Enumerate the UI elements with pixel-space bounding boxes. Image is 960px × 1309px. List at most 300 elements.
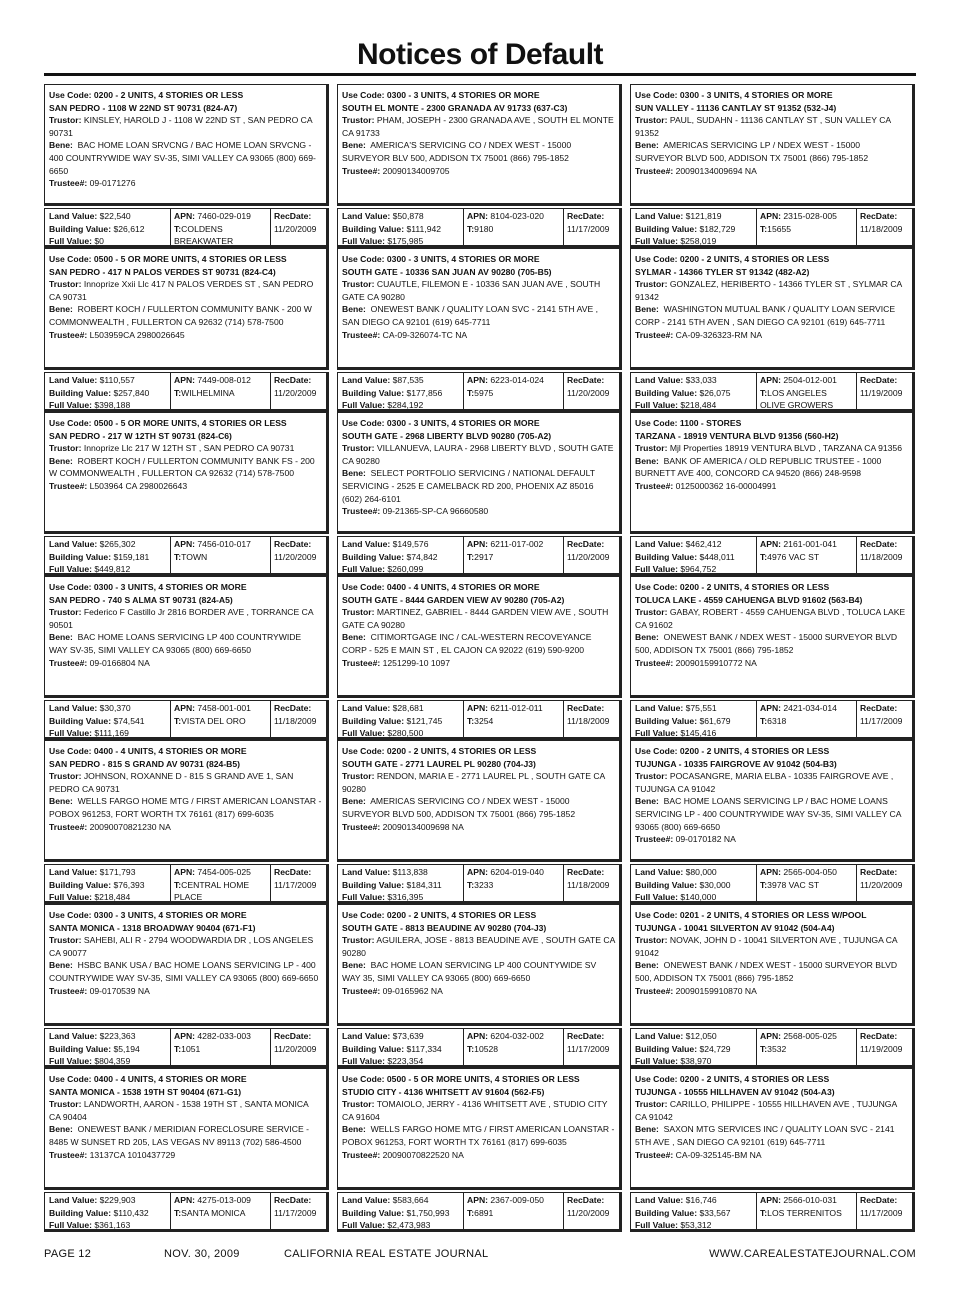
recdate-value: 11/17/2009 [274, 1207, 317, 1218]
building-value: $76,393 [113, 879, 145, 890]
apn-column [464, 373, 564, 410]
trustor-label: Trustor: [342, 771, 375, 782]
tract-label: T: [467, 1207, 475, 1218]
apn-row [174, 1194, 267, 1207]
bene-value: AMERICAS SERVICING CO / NDEX WEST - 15000 SURVEYOR BLVD 500, ADDISON TX 75001 (866) 795-1852 [342, 796, 576, 819]
apn-label: APN: [760, 703, 782, 713]
notice-card [337, 84, 622, 248]
bene-label: Bene: [49, 140, 73, 151]
tract-value: 3532 [767, 1043, 787, 1054]
land-value-label: Land Value: [342, 1195, 391, 1205]
apn-value: 2367-009-050 [490, 1195, 544, 1205]
tract-value: VISTA DEL ORO [181, 715, 246, 726]
tract-label: T: [760, 1207, 768, 1218]
building-value-row [342, 1043, 459, 1056]
tract-label: T: [174, 715, 182, 726]
notice-card [337, 412, 622, 576]
bene-row [342, 303, 615, 328]
value-column [631, 1029, 757, 1066]
trustor-row [49, 606, 322, 631]
apn-label: APN: [174, 539, 196, 549]
full-value-row [49, 1055, 166, 1068]
trustor-value: POCASANGRE, MARIA ELBA - 10335 FAIRGROVE AVE , TUJUNGA CA 91042 [635, 771, 894, 794]
tract-row [467, 880, 493, 890]
land-value-label: Land Value: [635, 867, 684, 877]
building-value-label: Building Value: [49, 387, 112, 398]
recdate-column [857, 373, 913, 410]
full-value-label: Full Value: [342, 892, 385, 903]
trustor-label: Trustor: [342, 279, 375, 290]
apn-column [464, 1193, 564, 1230]
trustor-row [342, 278, 615, 303]
use-code: Use Code: 0201 - 2 UNITS, 4 STORIES OR LESS W/POOL [635, 910, 867, 920]
recdate-value: 11/20/2009 [567, 387, 610, 398]
notice-card [44, 412, 329, 576]
value-column [45, 701, 171, 738]
full-value-label: Full Value: [49, 236, 92, 247]
land-value: $583,664 [392, 1195, 429, 1205]
land-value-row [342, 1194, 459, 1207]
property-address: SOUTH GATE - 8813 BEAUDINE AV 90280 (704-J3) [342, 922, 547, 933]
full-value-label: Full Value: [342, 236, 385, 247]
bene-label: Bene: [635, 632, 659, 643]
apn-label: APN: [174, 1195, 196, 1205]
tract-row [760, 1208, 842, 1218]
bene-value: WELLS FARGO HOME MTG / FIRST AMERICAN LOANSTAR - POBOX 961253, FORT WORTH TX 76161 (817) 699-6035 [342, 1124, 615, 1147]
notice-card [337, 248, 622, 412]
building-value-row [635, 1043, 752, 1056]
tract-value: LOS TERRENITOS [767, 1207, 842, 1218]
value-column [631, 865, 757, 902]
full-value-row [635, 891, 752, 904]
property-address: TUJUNGA - 10555 HILLHAVEN AV 91042 (504-A3) [635, 1086, 835, 1097]
apn-row [174, 210, 267, 223]
recdate-label: RecDate: [567, 211, 605, 221]
land-value-label: Land Value: [49, 1031, 98, 1041]
trustor-label: Trustor: [342, 607, 375, 618]
apn-label: APN: [467, 539, 489, 549]
full-value-label: Full Value: [49, 400, 92, 411]
tract-label: T: [174, 223, 182, 234]
trustee-label: Trustee#: [635, 480, 674, 491]
notice-details [337, 904, 622, 1026]
full-value: $316,395 [387, 892, 424, 903]
apn-column [757, 537, 857, 574]
use-code: Use Code: 0300 - 3 UNITS, 4 STORIES OR MORE [49, 910, 247, 920]
tract-row [760, 1044, 786, 1054]
recdate-column [857, 865, 913, 902]
tract-row [467, 552, 493, 562]
land-value: $113,838 [392, 867, 428, 877]
recdate-value: 11/17/2009 [860, 1207, 903, 1218]
trustee-value: 09-0170182 NA [675, 834, 736, 845]
land-value: $149,576 [392, 539, 429, 549]
recdate-column [564, 537, 620, 574]
recdate-column [857, 701, 913, 738]
tract-row [174, 1208, 245, 1218]
apn-label: APN: [760, 211, 782, 221]
bene-label: Bene: [635, 960, 659, 971]
notice-values [44, 536, 329, 576]
tract-row [467, 1044, 498, 1054]
trustor-label: Trustor: [635, 115, 668, 126]
apn-value: 7454-005-025 [197, 867, 251, 877]
notice-card [630, 1068, 915, 1232]
bene-value: HSBC BANK USA / BAC HOME LOANS SERVICING LP - 400 COUNTRYWIDE WAY SV-35, SIMI VALLEY CA 93065 (800) 669-6650 [49, 960, 319, 983]
trustor-row [49, 1098, 322, 1123]
use-code: Use Code: 0300 - 3 UNITS, 4 STORIES OR MORE [635, 90, 833, 100]
footer-publication: CALIFORNIA REAL ESTATE JOURNAL [284, 1248, 489, 1260]
building-value: $74,541 [113, 715, 145, 726]
notice-card [337, 904, 622, 1068]
bene-value: ONEWEST BANK / MERIDIAN FORECLOSURE SERVICE - 8485 W SUNSET RD 205, LAS VEGAS NV 89113 (702) 586-4500 [49, 1124, 309, 1147]
bene-row [49, 455, 322, 480]
full-value: $175,985 [387, 236, 424, 247]
trustor-label: Trustor: [49, 1099, 82, 1110]
trustor-value: Mjl Properties 18919 VENTURA BLVD , TARZANA CA 91356 [669, 443, 902, 454]
value-column [338, 1029, 464, 1066]
notice-details [630, 84, 915, 206]
recdate-label: RecDate: [567, 1031, 605, 1041]
trustee-row [635, 833, 908, 846]
notice-values [337, 208, 622, 248]
trustee-label: Trustee#: [342, 657, 381, 668]
trustor-value: Innoprize Xxii Llc 417 N PALOS VERDES ST , SAN PEDRO CA 90731 [49, 279, 314, 302]
trustee-value: 09-0165962 NA [382, 985, 443, 996]
trustor-value: SAHEBI, ALI R - 2794 WOODWARDIA DR , LOS ANGELES CA 90077 [49, 935, 314, 958]
trustor-value: LANDWORTH, AARON - 1538 19TH ST , SANTA MONICA CA 90404 [49, 1099, 309, 1122]
trustor-label: Trustor: [635, 1099, 668, 1110]
use-code: Use Code: 0400 - 4 UNITS, 4 STORIES OR MORE [49, 746, 247, 756]
full-value: $280,500 [387, 728, 424, 739]
building-value: $26,612 [113, 223, 145, 234]
use-code: Use Code: 0500 - 5 OR MORE UNITS, 4 STORIES OR LESS [49, 418, 287, 428]
footer-page-number: PAGE 12 [44, 1248, 92, 1260]
apn-column [464, 1029, 564, 1066]
notice-values [44, 864, 329, 904]
recdate-value: 11/19/2009 [860, 1043, 903, 1054]
apn-row [174, 374, 267, 387]
notice-values [337, 536, 622, 576]
bene-label: Bene: [635, 140, 659, 151]
building-value-row [635, 879, 752, 892]
land-value: $22,540 [99, 211, 131, 221]
building-value-row [49, 715, 166, 728]
land-value-row [49, 866, 166, 879]
trustor-label: Trustor: [635, 935, 668, 946]
full-value: $218,484 [680, 400, 717, 411]
building-value-label: Building Value: [635, 879, 698, 890]
building-value: $117,334 [406, 1043, 442, 1054]
full-value-label: Full Value: [49, 892, 92, 903]
land-value-row [635, 1030, 752, 1043]
recdate-column [271, 537, 327, 574]
trustor-value: MARTINEZ, GABRIEL - 8444 GARDEN VIEW AVE , SOUTH GATE CA 90280 [342, 607, 609, 630]
building-value-label: Building Value: [49, 223, 112, 234]
land-value-label: Land Value: [49, 1195, 98, 1205]
property-address: SOUTH GATE - 2968 LIBERTY BLVD 90280 (705-A2) [342, 430, 552, 441]
recdate-column [271, 1029, 327, 1066]
bene-label: Bene: [342, 1124, 366, 1135]
notice-details [630, 740, 915, 862]
land-value: $73,639 [392, 1031, 424, 1041]
trustee-row [342, 329, 615, 342]
recdate-label: RecDate: [567, 539, 605, 549]
apn-label: APN: [467, 211, 489, 221]
trustee-row [49, 329, 322, 342]
land-value-row [635, 374, 752, 387]
tract-value: 15655 [767, 223, 792, 234]
bene-value: CITIMORTGAGE INC / CAL-WESTERN RECOVEYANCE CORP - 525 E MAIN ST , EL CAJON CA 92022 (619) 590-9200 [342, 632, 592, 655]
trustor-value: KINSLEY, HAROLD J - 1108 W 22ND ST , SAN PEDRO CA 90731 [49, 115, 313, 138]
recdate-value: 11/18/2009 [274, 715, 317, 726]
value-column [338, 537, 464, 574]
building-value-row [342, 1207, 459, 1220]
value-column [631, 209, 757, 246]
apn-label: APN: [467, 1031, 489, 1041]
trustor-label: Trustor: [49, 607, 82, 618]
land-value-row [49, 1030, 166, 1043]
building-value: $1,750,993 [406, 1207, 450, 1218]
bene-row [635, 795, 908, 833]
apn-column [464, 701, 564, 738]
value-column [631, 1193, 757, 1230]
recdate-value: 11/20/2009 [274, 1043, 317, 1054]
trustee-value: 20090159910870 NA [675, 985, 757, 996]
value-column [338, 701, 464, 738]
trustee-label: Trustee#: [49, 1149, 88, 1160]
notice-card [44, 1068, 329, 1232]
trustor-label: Trustor: [635, 443, 668, 454]
trustee-value: 20090070821230 NA [89, 821, 171, 832]
full-value-row [49, 235, 166, 248]
notice-details [337, 740, 622, 862]
trustee-label: Trustee#: [49, 821, 88, 832]
recdate-label: RecDate: [274, 1195, 312, 1205]
apn-value: 2566-010-031 [783, 1195, 837, 1205]
notice-values [44, 372, 329, 412]
trustee-label: Trustee#: [635, 985, 674, 996]
bene-value: AMERICAS SERVICING LP / NDEX WEST - 15000 SURVEYOR BLVD 500, ADDISON TX 75001 (866) 795-1852 [635, 140, 869, 163]
trustee-row [635, 480, 908, 493]
notice-card [630, 740, 915, 904]
full-value-row [49, 399, 166, 412]
building-value: $26,075 [699, 387, 731, 398]
trustee-label: Trustee#: [49, 329, 88, 340]
apn-label: APN: [760, 539, 782, 549]
use-code: Use Code: 0200 - 2 UNITS, 4 STORIES OR LESS [49, 90, 244, 100]
building-value: $5,194 [113, 1043, 140, 1054]
recdate-column [857, 209, 913, 246]
footer-website[interactable]: WWW.CAREALESTATEJOURNAL.COM [709, 1248, 916, 1260]
tract-value: 10528 [474, 1043, 499, 1054]
apn-row [174, 538, 267, 551]
value-column [338, 209, 464, 246]
land-value-label: Land Value: [342, 1031, 391, 1041]
building-value-label: Building Value: [49, 551, 112, 562]
apn-column [757, 1029, 857, 1066]
property-address: SANTA MONICA - 1538 19TH ST 90404 (671-G1) [49, 1086, 242, 1097]
use-code: Use Code: 0400 - 4 UNITS, 4 STORIES OR MORE [49, 1074, 247, 1084]
property-address: SYLMAR - 14366 TYLER ST 91342 (482-A2) [635, 266, 810, 277]
footer-date: NOV. 30, 2009 [164, 1248, 240, 1260]
tract-value: 2917 [474, 551, 494, 562]
building-value-label: Building Value: [342, 879, 405, 890]
building-value-row [635, 387, 752, 400]
bene-value: ONEWEST BANK / QUALITY LOAN SVC - 2141 5TH AVE , SAN DIEGO CA 92101 (619) 645-7711 [342, 304, 599, 327]
building-value: $448,011 [699, 551, 735, 562]
trustee-value: L503964 CA 2980026643 [89, 480, 188, 491]
value-column [45, 1029, 171, 1066]
value-column [631, 537, 757, 574]
tract-label: T: [467, 387, 475, 398]
building-value-row [49, 387, 166, 400]
trustor-row [342, 442, 615, 467]
bene-label: Bene: [342, 140, 366, 151]
trustee-value: L503959CA 2980026645 [89, 329, 185, 340]
full-value-row [49, 727, 166, 740]
recdate-column [271, 209, 327, 246]
tract-value: CENTRAL HOME PLACE [174, 879, 250, 902]
land-value-label: Land Value: [635, 703, 684, 713]
apn-value: 2421-034-014 [783, 703, 837, 713]
recdate-label: RecDate: [860, 375, 898, 385]
full-value-label: Full Value: [635, 1220, 678, 1231]
trustee-label: Trustee#: [635, 657, 674, 668]
property-address: STUDIO CITY - 4136 WHITSETT AV 91604 (562-F5) [342, 1086, 545, 1097]
land-value: $87,535 [392, 375, 424, 385]
trustee-value: 1251299-10 1097 [382, 657, 450, 668]
tract-value: 1051 [181, 1043, 201, 1054]
full-value-label: Full Value: [635, 728, 678, 739]
trustee-label: Trustee#: [635, 165, 674, 176]
full-value: $38,970 [680, 1056, 712, 1067]
full-value-label: Full Value: [635, 1056, 678, 1067]
land-value-label: Land Value: [342, 211, 391, 221]
bene-label: Bene: [635, 796, 659, 807]
notice-card [630, 84, 915, 248]
bene-row [49, 1123, 322, 1148]
trustor-row [635, 606, 908, 631]
bene-row [342, 631, 615, 656]
tract-value: 3978 VAC ST [767, 879, 820, 890]
building-value: $74,842 [406, 551, 438, 562]
notice-card [44, 740, 329, 904]
notice-card [337, 576, 622, 740]
apn-value: 6211-012-011 [490, 703, 543, 713]
land-value-row [342, 1030, 459, 1043]
tract-row [760, 880, 819, 890]
full-value: $145,416 [680, 728, 717, 739]
tract-value: 4976 VAC ST [767, 551, 820, 562]
apn-row [760, 866, 853, 879]
use-code: Use Code: 0400 - 4 UNITS, 4 STORIES OR MORE [342, 582, 540, 592]
apn-column [171, 537, 271, 574]
recdate-column [271, 701, 327, 738]
building-value-row [342, 879, 459, 892]
value-column [45, 537, 171, 574]
land-value-label: Land Value: [342, 375, 391, 385]
trustor-label: Trustor: [635, 607, 668, 618]
apn-value: 2315-028-005 [783, 211, 837, 221]
land-value: $223,363 [99, 1031, 136, 1041]
trustor-value: TOMAIOLO, JERRY - 4136 WHITSETT AVE , STUDIO CITY CA 91604 [342, 1099, 608, 1122]
recdate-column [857, 1193, 913, 1230]
notice-card [44, 576, 329, 740]
recdate-label: RecDate: [274, 1031, 312, 1041]
recdate-label: RecDate: [274, 375, 312, 385]
recdate-value: 11/20/2009 [274, 387, 317, 398]
trustor-label: Trustor: [49, 115, 82, 126]
bene-value: ONEWEST BANK / NDEX WEST - 15000 SURVEYOR BLVD 500, ADDISON TX 75001 (866) 795-1852 [635, 960, 898, 983]
tract-label: T: [760, 551, 768, 562]
apn-row [467, 702, 560, 715]
apn-value: 6211-017-002 [490, 539, 544, 549]
bene-label: Bene: [342, 960, 366, 971]
land-value: $121,819 [685, 211, 722, 221]
land-value-row [635, 210, 752, 223]
notice-card [630, 904, 915, 1068]
trustee-value: CA-09-326323-RM NA [675, 329, 763, 340]
recdate-label: RecDate: [860, 1195, 898, 1205]
apn-row [760, 1030, 853, 1043]
building-value-label: Building Value: [342, 223, 405, 234]
use-code: Use Code: 0200 - 2 UNITS, 4 STORIES OR LESS [342, 746, 537, 756]
trustor-label: Trustor: [49, 935, 82, 946]
recdate-value: 11/20/2009 [274, 223, 317, 234]
notice-details [44, 84, 329, 206]
property-address: SAN PEDRO - 815 S GRAND AV 90731 (824-B5) [49, 758, 241, 769]
trustee-row [49, 1149, 322, 1162]
apn-column [171, 373, 271, 410]
tract-label: T: [467, 879, 475, 890]
apn-row [467, 210, 560, 223]
recdate-value: 11/18/2009 [860, 551, 903, 562]
trustee-row [49, 480, 322, 493]
bene-value: SAXON MTG SERVICES INC / QUALITY LOAN SVC - 2141 5TH AVE , SAN DIEGO CA 92101 (619) 645-7711 [635, 1124, 895, 1147]
building-value: $182,729 [699, 223, 736, 234]
building-value-row [49, 551, 166, 564]
bene-value: ROBERT KOCH / FULLERTON COMMUNITY BANK FS - 200 W COMMONWEALTH , FULLERTON CA 92632 (714) 578-7500 [49, 455, 315, 479]
recdate-value: 11/20/2009 [274, 551, 317, 562]
recdate-column [564, 1029, 620, 1066]
full-value-row [49, 891, 166, 904]
bene-label: Bene: [342, 796, 366, 807]
trustee-label: Trustee#: [49, 480, 88, 491]
trustor-row [49, 114, 322, 139]
page-title: Notices of Default [356, 38, 604, 71]
land-value-row [635, 866, 752, 879]
full-value-label: Full Value: [635, 236, 678, 247]
recdate-value: 11/19/2009 [860, 387, 903, 398]
tract-row [760, 552, 819, 562]
use-code: Use Code: 0300 - 3 UNITS, 4 STORIES OR MORE [342, 90, 540, 100]
notice-details [630, 576, 915, 698]
trustor-row [49, 442, 322, 455]
value-column [338, 1193, 464, 1230]
notice-values [44, 1192, 329, 1232]
land-value: $75,551 [685, 703, 717, 713]
land-value-row [342, 210, 459, 223]
land-value: $16,746 [685, 1195, 717, 1205]
land-value-label: Land Value: [49, 375, 98, 385]
apn-row [760, 374, 853, 387]
building-value: $159,181 [113, 551, 150, 562]
notice-values [44, 208, 329, 248]
full-value: $0 [94, 236, 104, 247]
tract-row [467, 1208, 493, 1218]
property-address: SOUTH GATE - 8444 GARDEN VIEW AV 90280 (705-A2) [342, 594, 565, 605]
